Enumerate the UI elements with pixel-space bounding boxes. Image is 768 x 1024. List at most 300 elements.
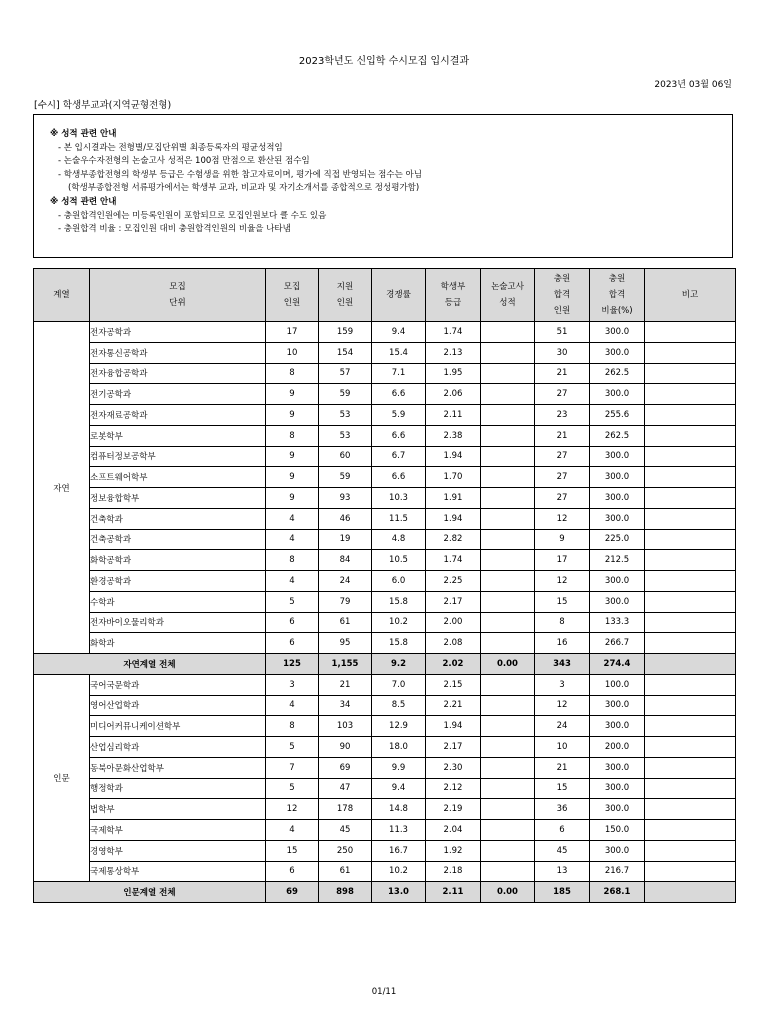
cell-value: 21 xyxy=(535,757,590,778)
cell-value xyxy=(481,425,535,446)
cell-note xyxy=(645,425,736,446)
cell-note xyxy=(645,778,736,799)
cell-note xyxy=(645,363,736,384)
cell-value: 17 xyxy=(535,550,590,571)
cell-value: 2.30 xyxy=(426,757,481,778)
header-additional: 충원 합격 인원 xyxy=(535,269,590,322)
dept-name: 국제학부 xyxy=(90,820,266,841)
results-table xyxy=(33,268,736,903)
cell-value: 8 xyxy=(266,363,319,384)
cell-value: 46 xyxy=(319,508,372,529)
dept-name: 환경공학과 xyxy=(90,571,266,592)
cell-value: 9.9 xyxy=(372,757,426,778)
total-value: 1,155 xyxy=(319,654,372,675)
cell-value: 15 xyxy=(535,591,590,612)
total-value: 0.00 xyxy=(481,882,535,903)
cell-value: 6.0 xyxy=(372,571,426,592)
cell-value: 90 xyxy=(319,737,372,758)
cell-value: 11.5 xyxy=(372,508,426,529)
cell-value: 2.38 xyxy=(426,425,481,446)
table-row xyxy=(34,674,736,695)
cell-note xyxy=(645,405,736,426)
cell-note xyxy=(645,861,736,882)
table-header-row xyxy=(34,269,736,322)
table-row xyxy=(34,425,736,446)
cell-value: 10 xyxy=(266,342,319,363)
header-unit: 모집 단위 xyxy=(90,269,266,322)
cell-value: 1.91 xyxy=(426,488,481,509)
total-value: 2.02 xyxy=(426,654,481,675)
cell-value xyxy=(481,861,535,882)
table-row xyxy=(34,467,736,488)
cell-value: 9 xyxy=(266,467,319,488)
page-number: 01/11 xyxy=(371,987,397,997)
cell-value: 4.8 xyxy=(372,529,426,550)
cell-value: 8 xyxy=(266,716,319,737)
cell-value: 9 xyxy=(266,405,319,426)
cell-value: 5.9 xyxy=(372,405,426,426)
table-row xyxy=(34,861,736,882)
cell-value: 16 xyxy=(535,633,590,654)
cell-value: 9 xyxy=(266,488,319,509)
cell-value: 13 xyxy=(535,861,590,882)
notes-box xyxy=(33,114,733,258)
total-value: 0.00 xyxy=(481,654,535,675)
cell-value: 1.92 xyxy=(426,840,481,861)
table-row xyxy=(34,363,736,384)
cell-value: 27 xyxy=(535,446,590,467)
table-row xyxy=(34,612,736,633)
dept-name: 컴퓨터정보공학부 xyxy=(90,446,266,467)
cell-value: 266.7 xyxy=(590,633,645,654)
cell-note xyxy=(645,654,736,675)
cell-value: 150.0 xyxy=(590,820,645,841)
dept-name: 행정학과 xyxy=(90,778,266,799)
table-row xyxy=(34,591,736,612)
cell-note xyxy=(645,529,736,550)
cell-note xyxy=(645,322,736,343)
cell-value xyxy=(481,446,535,467)
cell-value: 18.0 xyxy=(372,737,426,758)
cell-value: 6.7 xyxy=(372,446,426,467)
total-value: 274.4 xyxy=(590,654,645,675)
table-row xyxy=(34,737,736,758)
cell-value xyxy=(481,757,535,778)
dept-name: 화학공학과 xyxy=(90,550,266,571)
cell-value: 1.94 xyxy=(426,446,481,467)
cell-value: 300.0 xyxy=(590,446,645,467)
table-row xyxy=(34,799,736,820)
note-line: - 본 입시결과는 전형별/모집단위별 최종등록자의 평균성적임 xyxy=(58,142,283,153)
cell-value: 300.0 xyxy=(590,840,645,861)
cell-value: 21 xyxy=(535,363,590,384)
cell-value: 12 xyxy=(535,571,590,592)
cell-value: 300.0 xyxy=(590,716,645,737)
cell-value: 2.06 xyxy=(426,384,481,405)
cell-value: 300.0 xyxy=(590,757,645,778)
cell-value: 200.0 xyxy=(590,737,645,758)
header-note: 비고 xyxy=(645,269,736,322)
table-row xyxy=(34,342,736,363)
cell-value: 59 xyxy=(319,467,372,488)
cell-note xyxy=(645,612,736,633)
cell-value: 9 xyxy=(266,384,319,405)
report-date: 2023년 03월 06일 xyxy=(654,80,732,90)
cell-value: 2.15 xyxy=(426,674,481,695)
cell-value: 12 xyxy=(535,508,590,529)
cell-value: 6.6 xyxy=(372,425,426,446)
header-ratio: 경쟁률 xyxy=(372,269,426,322)
cell-note xyxy=(645,488,736,509)
cell-value: 6 xyxy=(266,861,319,882)
cell-value: 8.5 xyxy=(372,695,426,716)
table-row xyxy=(34,571,736,592)
cell-value: 53 xyxy=(319,405,372,426)
cell-value: 69 xyxy=(319,757,372,778)
cell-value: 255.6 xyxy=(590,405,645,426)
total-row xyxy=(34,882,736,903)
cell-value: 7.1 xyxy=(372,363,426,384)
cell-value xyxy=(481,820,535,841)
total-value: 125 xyxy=(266,654,319,675)
cell-value: 45 xyxy=(319,820,372,841)
cell-value: 3 xyxy=(266,674,319,695)
cell-value xyxy=(481,571,535,592)
cell-value: 21 xyxy=(319,674,372,695)
table-row xyxy=(34,508,736,529)
total-value: 268.1 xyxy=(590,882,645,903)
dept-name: 영어산업학과 xyxy=(90,695,266,716)
dept-name: 건축공학과 xyxy=(90,529,266,550)
dept-name: 수학과 xyxy=(90,591,266,612)
cell-value xyxy=(481,674,535,695)
cell-note xyxy=(645,446,736,467)
cell-value: 300.0 xyxy=(590,571,645,592)
cell-value xyxy=(481,322,535,343)
cell-value: 8 xyxy=(535,612,590,633)
cell-value: 133.3 xyxy=(590,612,645,633)
cell-value xyxy=(481,799,535,820)
cell-value: 2.18 xyxy=(426,861,481,882)
cell-value: 6 xyxy=(266,633,319,654)
cell-value: 2.12 xyxy=(426,778,481,799)
cell-value: 51 xyxy=(535,322,590,343)
cell-value xyxy=(481,695,535,716)
cell-value: 45 xyxy=(535,840,590,861)
cell-note xyxy=(645,591,736,612)
cell-note xyxy=(645,737,736,758)
cell-value: 17 xyxy=(266,322,319,343)
header-group: 계열 xyxy=(34,269,90,322)
table-row xyxy=(34,384,736,405)
cell-value: 300.0 xyxy=(590,778,645,799)
cell-value: 61 xyxy=(319,861,372,882)
cell-value: 7 xyxy=(266,757,319,778)
total-value: 69 xyxy=(266,882,319,903)
cell-value: 4 xyxy=(266,695,319,716)
cell-value: 262.5 xyxy=(590,363,645,384)
cell-value xyxy=(481,342,535,363)
cell-value: 4 xyxy=(266,571,319,592)
cell-value: 300.0 xyxy=(590,508,645,529)
cell-value: 2.13 xyxy=(426,342,481,363)
cell-value: 19 xyxy=(319,529,372,550)
cell-note xyxy=(645,467,736,488)
dept-name: 전자통신공학과 xyxy=(90,342,266,363)
cell-value: 15 xyxy=(535,778,590,799)
dept-name: 전기공학과 xyxy=(90,384,266,405)
dept-name: 전자바이오물리학과 xyxy=(90,612,266,633)
cell-value: 6 xyxy=(266,612,319,633)
table-row xyxy=(34,446,736,467)
cell-note xyxy=(645,674,736,695)
cell-value: 1.74 xyxy=(426,550,481,571)
note-line: (학생부종합전형 서류평가에서는 학생부 교과, 비교과 및 자기소개서를 종합적으로 정성평가함) xyxy=(68,183,420,194)
cell-value: 300.0 xyxy=(590,695,645,716)
cell-note xyxy=(645,571,736,592)
group-label: 인문 xyxy=(34,674,90,882)
table-row xyxy=(34,405,736,426)
cell-value: 2.17 xyxy=(426,591,481,612)
cell-value: 300.0 xyxy=(590,488,645,509)
cell-value: 24 xyxy=(535,716,590,737)
cell-note xyxy=(645,757,736,778)
cell-note xyxy=(645,384,736,405)
table-row xyxy=(34,778,736,799)
table-row xyxy=(34,757,736,778)
cell-value: 5 xyxy=(266,778,319,799)
cell-value: 300.0 xyxy=(590,591,645,612)
cell-value: 15.8 xyxy=(372,591,426,612)
cell-value: 300.0 xyxy=(590,342,645,363)
cell-value xyxy=(481,840,535,861)
header-essay: 논술고사 성적 xyxy=(481,269,535,322)
cell-value: 27 xyxy=(535,488,590,509)
cell-value: 216.7 xyxy=(590,861,645,882)
cell-note xyxy=(645,695,736,716)
cell-value: 9 xyxy=(266,446,319,467)
cell-value: 2.19 xyxy=(426,799,481,820)
total-row xyxy=(34,654,736,675)
cell-value: 15.8 xyxy=(372,633,426,654)
cell-value: 57 xyxy=(319,363,372,384)
cell-value: 95 xyxy=(319,633,372,654)
note-line: - 학생부종합전형의 학생부 등급은 수험생을 위한 참고자료이며, 평가에 직접 반영되는 점수는 아님 xyxy=(58,169,422,180)
cell-value xyxy=(481,778,535,799)
cell-value xyxy=(481,612,535,633)
cell-value: 2.21 xyxy=(426,695,481,716)
cell-value: 2.17 xyxy=(426,737,481,758)
cell-value: 14.8 xyxy=(372,799,426,820)
cell-value: 159 xyxy=(319,322,372,343)
table-row xyxy=(34,488,736,509)
total-label: 인문계열 전체 xyxy=(34,882,266,903)
cell-value: 27 xyxy=(535,467,590,488)
note-line: - 충원합격인원에는 미등록인원이 포함되므로 모집인원보다 클 수도 있음 xyxy=(58,210,327,221)
dept-name: 화학과 xyxy=(90,633,266,654)
cell-value: 36 xyxy=(535,799,590,820)
cell-value xyxy=(481,405,535,426)
cell-value: 8 xyxy=(266,550,319,571)
cell-value: 103 xyxy=(319,716,372,737)
total-value: 9.2 xyxy=(372,654,426,675)
cell-value: 84 xyxy=(319,550,372,571)
cell-value: 2.04 xyxy=(426,820,481,841)
header-applicants: 지원 인원 xyxy=(319,269,372,322)
cell-value: 8 xyxy=(266,425,319,446)
dept-name: 국어국문학과 xyxy=(90,674,266,695)
cell-value: 1.94 xyxy=(426,716,481,737)
cell-value: 300.0 xyxy=(590,322,645,343)
cell-value: 10 xyxy=(535,737,590,758)
table-row xyxy=(34,820,736,841)
cell-value: 12.9 xyxy=(372,716,426,737)
total-value: 343 xyxy=(535,654,590,675)
cell-value: 93 xyxy=(319,488,372,509)
cell-value: 47 xyxy=(319,778,372,799)
table-row xyxy=(34,550,736,571)
page-title: 2023학년도 신입학 수시모집 입시결과 xyxy=(298,56,470,67)
cell-value: 53 xyxy=(319,425,372,446)
table-row xyxy=(34,529,736,550)
dept-name: 로봇학부 xyxy=(90,425,266,446)
total-value: 2.11 xyxy=(426,882,481,903)
cell-value: 4 xyxy=(266,529,319,550)
cell-note xyxy=(645,633,736,654)
cell-value xyxy=(481,591,535,612)
cell-value: 2.11 xyxy=(426,405,481,426)
cell-value: 15 xyxy=(266,840,319,861)
cell-value: 79 xyxy=(319,591,372,612)
dept-name: 미디어커뮤니케이션학부 xyxy=(90,716,266,737)
cell-value: 4 xyxy=(266,820,319,841)
dept-name: 전자융합공학과 xyxy=(90,363,266,384)
dept-name: 국제통상학부 xyxy=(90,861,266,882)
cell-value: 250 xyxy=(319,840,372,861)
table-row xyxy=(34,695,736,716)
cell-value: 3 xyxy=(535,674,590,695)
dept-name: 건축학과 xyxy=(90,508,266,529)
cell-value xyxy=(481,508,535,529)
cell-value: 262.5 xyxy=(590,425,645,446)
table-row xyxy=(34,322,736,343)
cell-value: 225.0 xyxy=(590,529,645,550)
notes-heading-1: ※ 성적 관련 안내 xyxy=(50,129,117,139)
dept-name: 정보융합학부 xyxy=(90,488,266,509)
section-title: [수시] 학생부교과(지역균형전형) xyxy=(34,100,172,111)
cell-value: 9.4 xyxy=(372,778,426,799)
cell-value: 59 xyxy=(319,384,372,405)
dept-name: 경영학부 xyxy=(90,840,266,861)
dept-name: 법학부 xyxy=(90,799,266,820)
cell-value: 2.82 xyxy=(426,529,481,550)
cell-value: 12 xyxy=(266,799,319,820)
cell-value: 10.2 xyxy=(372,861,426,882)
cell-note xyxy=(645,342,736,363)
cell-value xyxy=(481,737,535,758)
cell-value xyxy=(481,529,535,550)
header-quota: 모집 인원 xyxy=(266,269,319,322)
total-value: 13.0 xyxy=(372,882,426,903)
dept-name: 전자재료공학과 xyxy=(90,405,266,426)
table-row xyxy=(34,840,736,861)
cell-value: 300.0 xyxy=(590,467,645,488)
cell-value: 9.4 xyxy=(372,322,426,343)
cell-value: 15.4 xyxy=(372,342,426,363)
cell-value: 16.7 xyxy=(372,840,426,861)
cell-value: 10.3 xyxy=(372,488,426,509)
cell-value xyxy=(481,550,535,571)
cell-value: 24 xyxy=(319,571,372,592)
cell-value: 1.74 xyxy=(426,322,481,343)
cell-value: 300.0 xyxy=(590,799,645,820)
cell-value: 154 xyxy=(319,342,372,363)
cell-value: 2.25 xyxy=(426,571,481,592)
cell-value: 1.70 xyxy=(426,467,481,488)
cell-note xyxy=(645,550,736,571)
cell-value xyxy=(481,716,535,737)
cell-value: 6.6 xyxy=(372,467,426,488)
notes-heading-2: ※ 성적 관련 안내 xyxy=(50,196,117,207)
cell-value: 178 xyxy=(319,799,372,820)
cell-value: 12 xyxy=(535,695,590,716)
cell-note xyxy=(645,799,736,820)
cell-note xyxy=(645,508,736,529)
cell-value: 5 xyxy=(266,737,319,758)
note-line: - 충원합격 비율 : 모집인원 대비 충원합격인원의 비율을 나타냄 xyxy=(58,224,291,235)
group-label: 자연 xyxy=(34,322,90,654)
cell-note xyxy=(645,716,736,737)
cell-value: 11.3 xyxy=(372,820,426,841)
header-rate: 충원 합격 비율(%) xyxy=(590,269,645,322)
cell-note xyxy=(645,840,736,861)
cell-value xyxy=(481,488,535,509)
dept-name: 산업심리학과 xyxy=(90,737,266,758)
cell-value: 61 xyxy=(319,612,372,633)
cell-value: 5 xyxy=(266,591,319,612)
dept-name: 동북아문화산업학부 xyxy=(90,757,266,778)
cell-value: 21 xyxy=(535,425,590,446)
cell-value: 10.2 xyxy=(372,612,426,633)
table-row xyxy=(34,716,736,737)
note-line: - 논술우수자전형의 논술고사 성적은 100점 만점으로 환산된 점수임 xyxy=(58,156,310,167)
cell-value: 1.95 xyxy=(426,363,481,384)
cell-value xyxy=(481,467,535,488)
cell-value: 2.08 xyxy=(426,633,481,654)
cell-value: 212.5 xyxy=(590,550,645,571)
cell-value: 4 xyxy=(266,508,319,529)
cell-value xyxy=(481,384,535,405)
cell-value: 10.5 xyxy=(372,550,426,571)
cell-value: 34 xyxy=(319,695,372,716)
cell-note xyxy=(645,820,736,841)
header-grade: 학생부 등급 xyxy=(426,269,481,322)
cell-value: 1.94 xyxy=(426,508,481,529)
cell-value xyxy=(481,363,535,384)
total-value: 898 xyxy=(319,882,372,903)
cell-value: 2.00 xyxy=(426,612,481,633)
cell-value: 6.6 xyxy=(372,384,426,405)
cell-note xyxy=(645,882,736,903)
dept-name: 소프트웨어학부 xyxy=(90,467,266,488)
total-value: 185 xyxy=(535,882,590,903)
cell-value: 300.0 xyxy=(590,384,645,405)
table-row xyxy=(34,633,736,654)
cell-value xyxy=(481,633,535,654)
total-label: 자연계열 전체 xyxy=(34,654,266,675)
cell-value: 9 xyxy=(535,529,590,550)
cell-value: 30 xyxy=(535,342,590,363)
